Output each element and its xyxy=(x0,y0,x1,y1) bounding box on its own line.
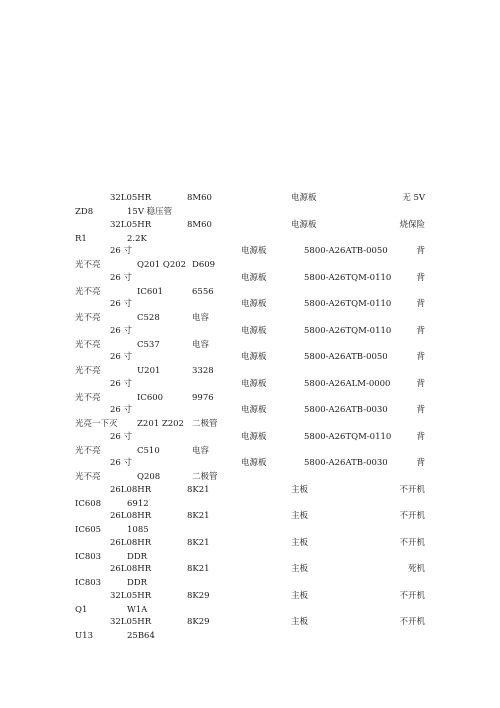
component-ref: IC600 xyxy=(137,392,164,403)
board-type: 电源板 xyxy=(241,299,267,309)
model-size: 26 寸 xyxy=(110,378,133,389)
record-line-1 xyxy=(0,244,500,258)
fault-head: 背 xyxy=(416,272,425,283)
board-type: 主板 xyxy=(291,511,309,521)
record-line-1 xyxy=(0,191,500,205)
model-number: 26L08HR xyxy=(110,564,152,574)
component-value: 2.2K xyxy=(127,233,147,244)
part-number: 5800-A26ATB-0030 xyxy=(304,405,388,415)
chassis-code: 8M60 xyxy=(187,193,212,203)
fault-tail: 光不亮 xyxy=(75,472,101,482)
model-size: 26 寸 xyxy=(110,458,133,468)
part-number: 5800-A26TQM-0110 xyxy=(304,325,392,336)
record-line-1 xyxy=(0,509,500,523)
fault-symptom: 死机 xyxy=(407,564,425,574)
component-value: 15V 稳压管 xyxy=(127,207,173,217)
chassis-code: 8K21 xyxy=(187,511,210,521)
board-type: 主板 xyxy=(291,617,309,627)
part-number: 5800-A26ALM-0000 xyxy=(304,378,391,389)
board-type: 电源板 xyxy=(241,405,267,415)
component-value: DDR xyxy=(127,551,148,562)
part-number: 5800-A26TQM-0110 xyxy=(304,272,392,283)
record-line-2 xyxy=(0,629,500,643)
board-type: 主板 xyxy=(291,484,309,495)
fault-symptom: 不开机 xyxy=(399,590,425,601)
component-value: 3328 xyxy=(192,366,214,376)
part-number: 5800-A26ATB-0050 xyxy=(304,246,388,256)
component-value: 1085 xyxy=(127,525,149,535)
fault-tail: 光亮一下灭 xyxy=(75,419,118,429)
component-value: 电容 xyxy=(192,313,210,323)
component-value: W1A xyxy=(127,604,148,615)
record-line-1 xyxy=(0,403,500,417)
fault-head: 背 xyxy=(416,378,425,389)
chassis-code: 8K21 xyxy=(187,484,210,495)
component-ref: U13 xyxy=(75,631,93,641)
board-type: 电源板 xyxy=(241,246,267,256)
board-type: 电源板 xyxy=(291,219,317,230)
record-line-1 xyxy=(0,562,500,576)
model-size: 26 寸 xyxy=(110,299,133,309)
board-type: 电源板 xyxy=(241,431,267,442)
component-value: 9976 xyxy=(192,392,214,403)
component-ref: ZD8 xyxy=(75,207,94,217)
board-type: 主板 xyxy=(291,537,309,548)
component-value: 二极管 xyxy=(192,472,218,482)
part-number: 5800-A26ATB-0050 xyxy=(304,352,388,362)
component-value: 电容 xyxy=(192,339,210,350)
component-ref: IC601 xyxy=(137,286,164,297)
component-value: 6556 xyxy=(192,286,214,297)
board-type: 主板 xyxy=(291,590,309,601)
fault-tail: 光不亮 xyxy=(75,260,101,270)
chassis-code: 8K29 xyxy=(187,590,210,601)
component-ref: IC605 xyxy=(75,525,102,535)
fault-symptom: 无 5V xyxy=(402,193,425,203)
model-size: 26 寸 xyxy=(110,246,133,256)
fault-head: 背 xyxy=(416,405,425,415)
model-number: 26L08HR xyxy=(110,537,152,548)
component-ref: C537 xyxy=(137,339,160,350)
chassis-code: 8K21 xyxy=(187,537,210,548)
component-ref: Z201 Z202 xyxy=(137,419,184,429)
component-ref: Q1 xyxy=(75,604,88,615)
record-line-1 xyxy=(0,589,500,603)
fault-symptom: 不开机 xyxy=(399,484,425,495)
fault-head: 背 xyxy=(416,458,425,468)
model-number: 32L05HR xyxy=(110,617,152,627)
board-type: 主板 xyxy=(291,564,309,574)
fault-tail: 光不亮 xyxy=(75,366,101,376)
record-line-1 xyxy=(0,483,500,497)
record-line-1 xyxy=(0,536,500,550)
chassis-code: 8K21 xyxy=(187,564,210,574)
chassis-code: 8M60 xyxy=(187,219,212,230)
fault-head: 背 xyxy=(416,299,425,309)
record-line-1 xyxy=(0,271,500,285)
model-number: 32L05HR xyxy=(110,590,152,601)
fault-tail: 光不亮 xyxy=(75,339,101,350)
record-line-1 xyxy=(0,615,500,629)
board-type: 电源板 xyxy=(241,325,267,336)
chassis-code: 8K29 xyxy=(187,617,210,627)
model-size: 26 寸 xyxy=(110,431,133,442)
model-number: 26L08HR xyxy=(110,511,152,521)
component-ref: IC608 xyxy=(75,498,102,509)
part-number: 5800-A26TQM-0110 xyxy=(304,299,392,309)
component-ref: Q208 xyxy=(137,472,161,482)
fault-symptom: 不开机 xyxy=(399,617,425,627)
board-type: 电源板 xyxy=(241,272,267,283)
record-line-1 xyxy=(0,324,500,338)
board-type: 电源板 xyxy=(241,352,267,362)
component-value: 二极管 xyxy=(192,419,218,429)
record-line-1 xyxy=(0,430,500,444)
fault-symptom: 不开机 xyxy=(399,537,425,548)
model-size: 26 寸 xyxy=(110,325,133,336)
component-value: 电容 xyxy=(192,445,210,456)
record-line-1 xyxy=(0,350,500,364)
record-line-1 xyxy=(0,456,500,470)
record-line-1 xyxy=(0,297,500,311)
record-line-1 xyxy=(0,377,500,391)
board-type: 电源板 xyxy=(291,193,317,203)
fault-tail: 光不亮 xyxy=(75,313,101,323)
model-size: 26 寸 xyxy=(110,352,133,362)
component-value: D609 xyxy=(192,260,216,270)
model-number: 32L05HR xyxy=(110,193,152,203)
component-value: DDR xyxy=(127,578,148,588)
model-number: 32L05HR xyxy=(110,219,152,230)
fault-head: 背 xyxy=(416,246,425,256)
fault-symptom: 不开机 xyxy=(399,511,425,521)
fault-head: 背 xyxy=(416,325,425,336)
component-ref: R1 xyxy=(75,233,87,244)
fault-symptom: 烧保险 xyxy=(399,219,425,230)
fault-tail: 光不亮 xyxy=(75,445,101,456)
component-ref: Q201 Q202 xyxy=(137,260,187,270)
part-number: 5800-A26TQM-0110 xyxy=(304,431,392,442)
record-line-1 xyxy=(0,218,500,232)
board-type: 电源板 xyxy=(241,458,267,468)
fault-tail: 光不亮 xyxy=(75,286,101,297)
component-ref: U201 xyxy=(137,366,161,376)
component-ref: C510 xyxy=(137,445,160,456)
fault-tail: 光不亮 xyxy=(75,392,101,403)
model-number: 26L08HR xyxy=(110,484,152,495)
component-ref: IC803 xyxy=(75,551,102,562)
model-size: 26 寸 xyxy=(110,272,133,283)
component-ref: IC803 xyxy=(75,578,102,588)
fault-head: 背 xyxy=(416,431,425,442)
board-type: 电源板 xyxy=(241,378,267,389)
component-value: 25B64 xyxy=(127,631,155,641)
part-number: 5800-A26ATB-0030 xyxy=(304,458,388,468)
fault-head: 背 xyxy=(416,352,425,362)
component-ref: C528 xyxy=(137,313,160,323)
component-value: 6912 xyxy=(127,498,149,509)
model-size: 26 寸 xyxy=(110,405,133,415)
